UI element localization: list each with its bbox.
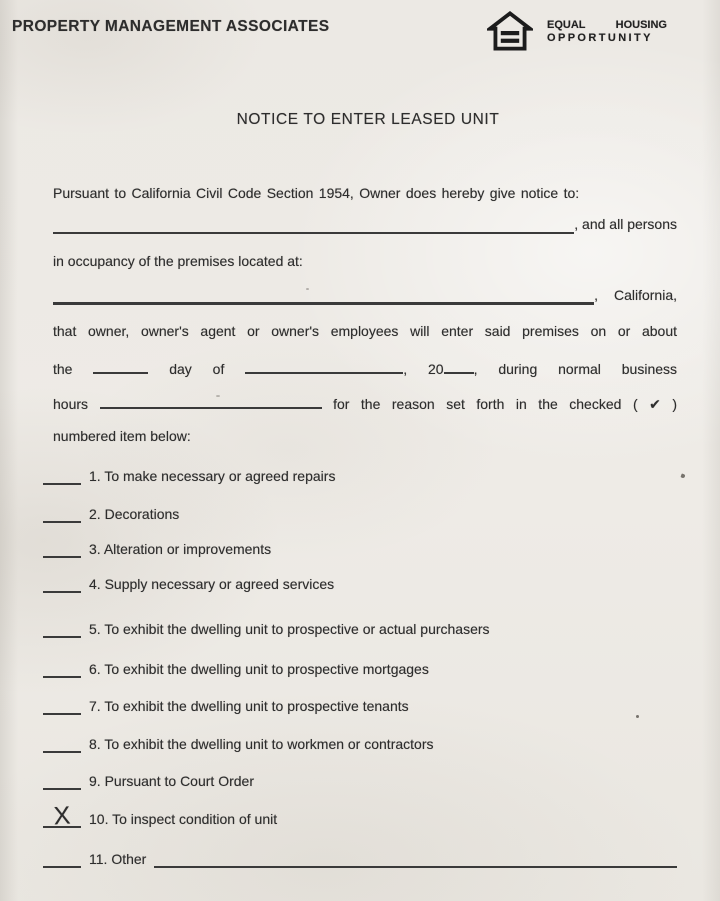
item-label: To exhibit the dwelling unit to prospective tenants — [104, 698, 409, 714]
checkbox-blank-7[interactable] — [43, 699, 81, 715]
item-label: To exhibit the dwelling unit to prospective mortgages — [104, 661, 429, 677]
list-item-4 — [43, 575, 677, 593]
checkbox-blank-8[interactable] — [43, 737, 81, 753]
tenant-name-blank[interactable] — [53, 217, 574, 234]
and-all-persons-text: , and all persons — [574, 216, 677, 232]
date-text-the: the — [53, 361, 73, 377]
checkbox-mark-1 — [43, 484, 81, 486]
equal-housing-text — [547, 19, 667, 45]
item-label: To make necessary or agreed repairs — [104, 468, 336, 484]
checkbox-mark-10-x: X — [52, 801, 72, 831]
checkbox-mark-7 — [43, 714, 81, 716]
form-title: NOTICE TO ENTER LEASED UNIT — [236, 111, 500, 128]
item-number: 9. — [89, 773, 101, 789]
date-text-20: , 20 — [403, 361, 444, 377]
checkbox-mark-4 — [43, 592, 81, 594]
checkbox-blank-5[interactable] — [43, 622, 81, 638]
item-number: 3. — [89, 541, 101, 557]
item-number: 11. — [89, 851, 108, 867]
item-label: Decorations — [104, 506, 180, 522]
list-item-8 — [43, 735, 677, 753]
equal-housing-house-icon — [487, 10, 533, 52]
checkbox-mark-5 — [43, 637, 81, 639]
item-number: 5. — [89, 621, 101, 637]
item-number: 4. — [89, 576, 101, 592]
state-comma: , — [594, 287, 598, 303]
checkmark-glyph: ( ✔ ) — [632, 396, 678, 412]
address-blank[interactable] — [53, 287, 594, 305]
item-number: 1. — [89, 468, 101, 484]
hours-text: hours — [53, 396, 89, 412]
entry-date-line — [53, 357, 677, 379]
address-row — [53, 286, 677, 305]
item-label: Pursuant to Court Order — [104, 773, 254, 789]
entry-hours-line — [53, 392, 677, 414]
checkbox-mark-2 — [43, 522, 81, 524]
month-blank[interactable] — [245, 357, 403, 374]
numbered-intro-line: numbered item below: — [53, 428, 191, 444]
item-label: Other — [111, 851, 147, 867]
item-number: 8. — [89, 736, 101, 752]
day-blank[interactable] — [93, 357, 148, 374]
checkbox-mark-6 — [43, 677, 81, 679]
eho-word-housing: HOUSING — [615, 19, 667, 31]
state-label: California, — [613, 287, 677, 303]
item-number: 2. — [89, 506, 101, 522]
item-number: 6. — [89, 661, 101, 677]
checkbox-blank-9[interactable] — [43, 774, 81, 790]
date-text-day-of: day of — [169, 361, 225, 377]
checkbox-blank-2[interactable] — [43, 507, 81, 523]
checkbox-blank-11[interactable] — [43, 852, 81, 868]
list-item-6 — [43, 660, 677, 678]
checkbox-mark-8 — [43, 752, 81, 754]
list-item-1 — [43, 467, 677, 485]
checkbox-blank-4[interactable] — [43, 577, 81, 593]
equal-housing-logo — [487, 10, 667, 52]
company-name: PROPERTY MANAGEMENT ASSOCIATES — [12, 18, 330, 35]
scan-speck — [306, 288, 309, 290]
list-item-10 — [43, 801, 677, 831]
checkbox-mark-11 — [43, 867, 81, 869]
item-number: 10. — [89, 811, 109, 827]
tenant-name-row — [53, 215, 677, 234]
item-number: 7. — [89, 698, 101, 714]
list-item-11 — [43, 850, 677, 868]
other-reason-blank[interactable] — [154, 851, 677, 868]
checkbox-blank-1[interactable] — [43, 469, 81, 485]
checkbox-mark-3 — [43, 557, 81, 559]
checkbox-blank-6[interactable] — [43, 662, 81, 678]
checkbox-blank-10[interactable] — [43, 801, 81, 831]
list-item-9 — [43, 772, 677, 790]
list-item-5 — [43, 620, 677, 638]
item-label: To exhibit the dwelling unit to workmen or contractors — [104, 736, 434, 752]
list-item-3 — [43, 540, 677, 558]
scan-speck — [680, 473, 685, 478]
intro-line: Pursuant to California Civil Code Section 1954, Owner does hereby give notice to: — [53, 185, 580, 201]
item-label: To inspect condition of unit — [112, 811, 278, 827]
checkbox-mark-9 — [43, 789, 81, 791]
item-label: Alteration or improvements — [103, 541, 272, 557]
list-item-2 — [43, 505, 677, 523]
item-label: To exhibit the dwelling unit to prospective or actual purchasers — [104, 621, 490, 637]
hours-blank[interactable] — [100, 392, 322, 409]
item-label: Supply necessary or agreed services — [104, 576, 335, 592]
occupancy-line: in occupancy of the premises located at: — [53, 253, 303, 269]
checkbox-blank-3[interactable] — [43, 542, 81, 558]
eho-word-equal: EQUAL — [547, 19, 586, 31]
scan-speck — [216, 395, 220, 397]
date-text-during: , during normal business — [473, 361, 678, 377]
eho-word-opportunity: OPPORTUNITY — [547, 32, 653, 44]
scan-speck — [636, 715, 639, 718]
list-item-7 — [43, 697, 677, 715]
year-blank[interactable] — [444, 357, 474, 374]
reason-text: for the reason set forth in the checked — [333, 396, 622, 412]
enter-premises-line: that owner, owner's agent or owner's employees will enter said premises on or about — [53, 323, 677, 339]
